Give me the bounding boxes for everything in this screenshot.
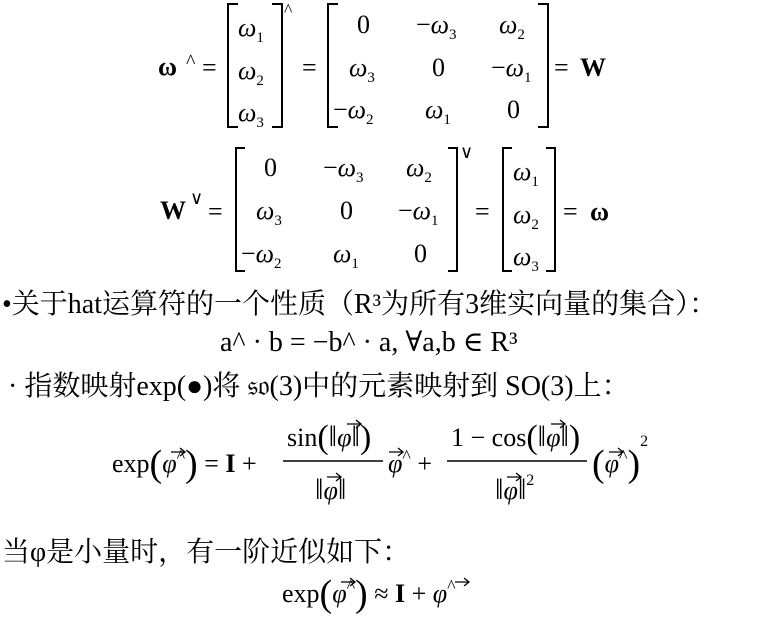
matrix-cell: 0 <box>357 10 370 39</box>
matrix-cell: $-\omega_1$ <box>491 53 532 86</box>
matrix-cell: 0 <box>264 153 277 182</box>
matrix-cell: $-\omega_1$ <box>398 196 439 229</box>
fraction-numerator: 1 − cos(‖φ‖) <box>451 419 581 456</box>
vector-cell: $\omega_1$ <box>238 13 264 46</box>
matrix-cell: 0 <box>340 196 353 225</box>
vee-symbol: ∨ <box>190 188 204 208</box>
equation-hat-definition <box>158 0 606 131</box>
matrix-cell: $\omega_1$ <box>425 95 451 128</box>
matrix-cell: $-\omega_3$ <box>323 153 364 186</box>
fraction-denominator: ‖φ‖$^2$ <box>495 472 535 506</box>
matrix-cell: $\omega_2$ <box>406 153 432 186</box>
matrix-cell: $\omega_3$ <box>256 196 282 229</box>
hat-symbol: ^ <box>186 51 196 73</box>
vector-cell: $\omega_3$ <box>238 98 264 131</box>
exp-tail: $(\varphi^{\^{}})^2$ <box>592 433 649 485</box>
matrix-cell: $\omega_1$ <box>333 239 359 272</box>
matrix-cell: $-\omega_2$ <box>333 95 374 128</box>
exp-lhs: exp(φ^) = I + <box>112 443 257 485</box>
exp-map-line: · 指数映射exp(●)将 𝔰𝔬(3)中的元素映射到 SO(3)上： <box>8 371 630 402</box>
matrix-cell: $\omega_2$ <box>499 10 525 43</box>
hat-on-vector: ^ <box>284 0 293 20</box>
matrix-cell: 0 <box>432 53 445 82</box>
matrix-cell: $-\omega_2$ <box>241 239 282 272</box>
matrix-cell: 0 <box>507 95 520 124</box>
equals: = <box>208 197 223 226</box>
W-bold: W <box>580 53 606 82</box>
vee-on-matrix: ∨ <box>460 142 474 162</box>
hat-anticommute-equation: a^ · b = −b^ · a, ∀a,b ∈ R³ <box>220 327 518 358</box>
exp-middle: φ^ + <box>388 446 433 478</box>
vector-cell: $\omega_2$ <box>238 56 264 89</box>
property-line: •关于hat运算符的一个性质（R³为所有3维实向量的集合）： <box>2 289 718 320</box>
matrix-cell: $\omega_3$ <box>349 53 375 86</box>
small-quantity-line: 当φ是小量时，有一阶近似如下： <box>2 537 411 568</box>
vector-cell: $\omega_1$ <box>513 157 539 190</box>
omega-bold: ω <box>158 52 178 81</box>
equation-exp-map <box>112 419 648 506</box>
equals: = <box>202 53 217 82</box>
vector-cell: $\omega_2$ <box>513 200 539 233</box>
W-bold: W <box>160 196 186 225</box>
approx-formula: exp(φ^) ≈ I + φ^ <box>282 573 456 615</box>
omega-bold: ω <box>590 197 610 226</box>
equation-vee-definition <box>160 142 609 275</box>
equals: = <box>302 53 317 82</box>
equals: = <box>554 53 569 82</box>
fraction-denominator: ‖φ‖ <box>315 473 347 506</box>
equals: = <box>475 197 490 226</box>
vector-cell: $\omega_3$ <box>513 242 539 275</box>
fraction-numerator: sin(‖φ‖) <box>287 419 372 456</box>
matrix-cell: 0 <box>414 239 427 268</box>
equation-first-order <box>282 573 469 615</box>
equals: = <box>563 197 578 226</box>
matrix-cell: $-\omega_3$ <box>416 10 457 43</box>
